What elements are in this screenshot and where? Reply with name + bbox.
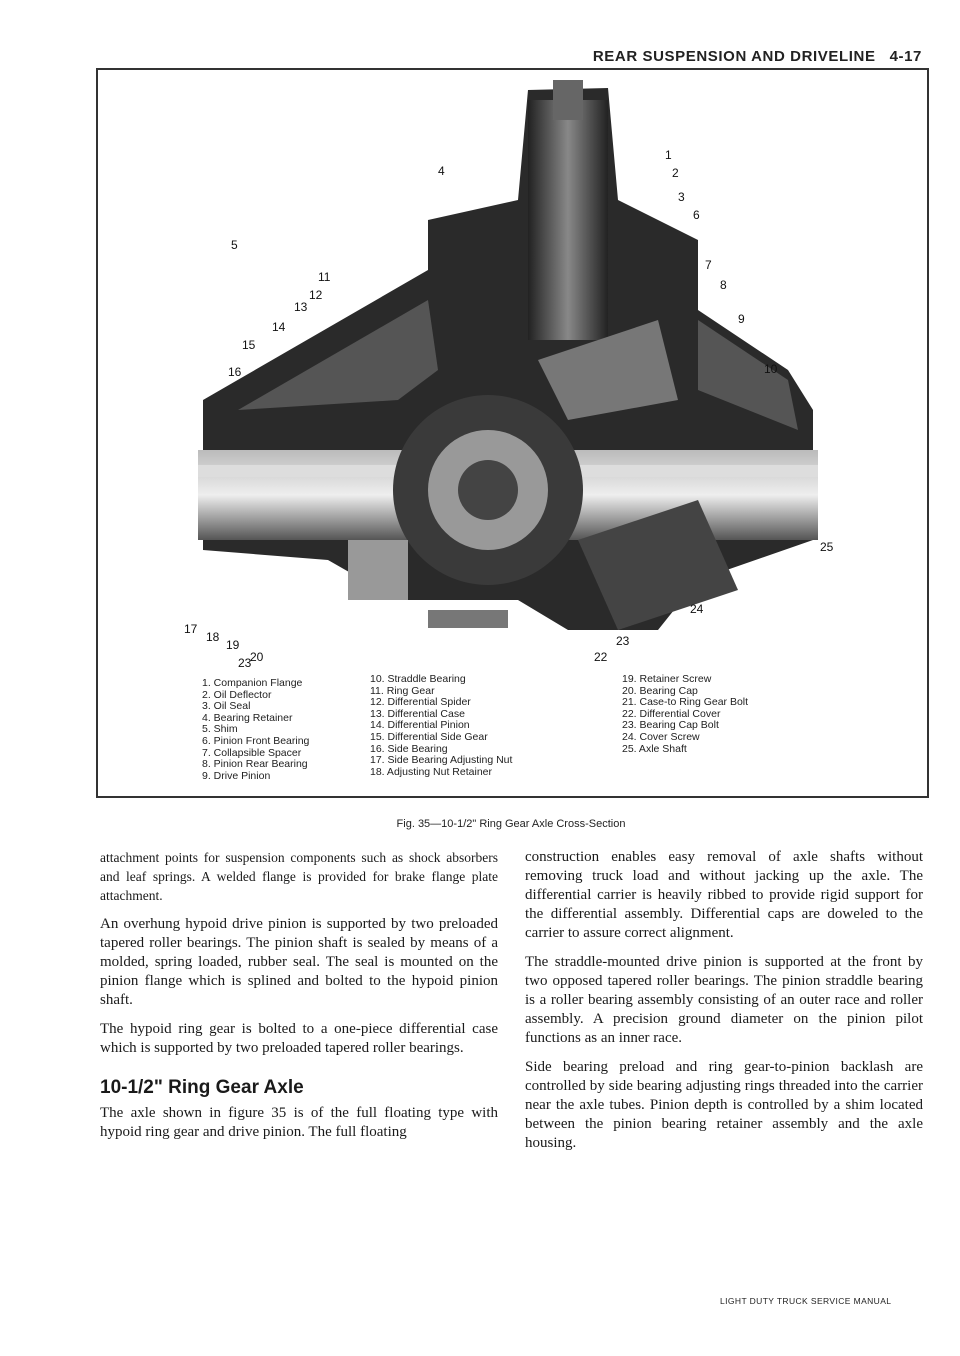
callout-1: 1: [665, 148, 672, 162]
callout-19: 19: [226, 638, 240, 652]
legend-item: 3. Oil Seal: [202, 700, 251, 713]
paragraph: An overhung hypoid drive pinion is supported by two preloaded tapered roller bearings. The pinion shaft is sealed by means of a molded, spring loaded, rubber seal. The seal is mounted on the pinion flange which is splined and bolted to the hypoid pinion shaft.: [100, 916, 498, 1008]
legend-column-3: [622, 674, 748, 755]
legend-item: 12. Differential Spider: [370, 696, 471, 709]
paragraph: Side bearing preload and ring gear-to-pinion backlash are controlled by side bearing adjusting rings threaded into the carrier near the axle tubes. Pinion depth is controlled by a shim located between the pinion bearing retainer assembly and the axle housing.: [525, 1059, 923, 1151]
paragraph: attachment points for suspension components such as shock absorbers and leaf springs. A welded flange is provided for brake flange plate attachment.: [100, 850, 498, 903]
legend-item: 14. Differential Pinion: [370, 719, 470, 732]
legend-column-1: [202, 678, 309, 782]
legend-item: 10. Straddle Bearing: [370, 673, 466, 685]
callout-2: 2: [672, 166, 679, 180]
legend-item: 13. Differential Case: [370, 707, 465, 720]
figure-caption: Fig. 35—10-1/2" Ring Gear Axle Cross-Section: [396, 818, 626, 830]
callout-20: 20: [250, 650, 264, 664]
callout-5: 5: [231, 238, 238, 252]
legend-item: 22. Differential Cover: [622, 707, 721, 720]
paragraph: The hypoid ring gear is bolted to a one-piece differential case which is supported by two preloaded tapered roller bearings.: [100, 1021, 498, 1056]
callout-10: 10: [764, 362, 778, 376]
callout-6: 6: [693, 208, 700, 222]
legend-item: 6. Pinion Front Bearing: [202, 734, 310, 747]
legend-item: 8. Pinion Rear Bearing: [202, 758, 308, 771]
callout-17: 17: [184, 622, 198, 636]
legend-column-2: [370, 674, 512, 778]
callout-16: 16: [228, 365, 242, 379]
legend-item: 7. Collapsible Spacer: [202, 746, 302, 759]
callout-24: 24: [690, 602, 704, 616]
right-column: [525, 848, 923, 1163]
paragraph: construction enables easy removal of axle shafts without removing truck load and without jacking up the axle. The differential carrier is heavily ribbed to provide rigid support for the differential assembly. Differential caps are doweled to the carrier to assure correct alignment.: [525, 849, 923, 941]
page-header: [593, 48, 922, 65]
legend-item: 18. Adjusting Nut Retainer: [370, 765, 492, 778]
legend-item: 11. Ring Gear: [370, 684, 435, 697]
legend-item: 24. Cover Screw: [622, 730, 700, 743]
legend-item: 20. Bearing Cap: [622, 684, 698, 697]
legend-item: 16. Side Bearing: [370, 742, 448, 755]
callout-13: 13: [294, 300, 308, 314]
callout-7: 7: [705, 258, 712, 272]
callout-4: 4: [438, 164, 445, 178]
callout-14: 14: [272, 320, 286, 334]
callout-15: 15: [242, 338, 256, 352]
section-heading: 10-1/2" Ring Gear Axle: [100, 1077, 304, 1098]
legend-item: 9. Drive Pinion: [202, 769, 271, 782]
legend-item: 21. Case-to Ring Gear Bolt: [622, 696, 749, 709]
header-title: REAR SUSPENSION AND DRIVELINE: [592, 48, 876, 65]
legend-item: 1. Companion Flange: [202, 677, 303, 689]
callout-25: 25: [820, 540, 834, 554]
legend-item: 25. Axle Shaft: [622, 742, 687, 755]
legend-item: 2. Oil Deflector: [202, 688, 272, 701]
page-footer: LIGHT DUTY TRUCK SERVICE MANUAL: [720, 1296, 892, 1306]
callout-11: 11: [318, 270, 331, 284]
legend-item: 4. Bearing Retainer: [202, 711, 293, 724]
legend-item: 15. Differential Side Gear: [370, 730, 488, 743]
callout-18: 18: [206, 630, 220, 644]
callout-23: 23: [238, 656, 252, 670]
callout-8: 8: [720, 278, 727, 292]
callout-9: 9: [738, 312, 745, 326]
legend-item: 17. Side Bearing Adjusting Nut: [370, 754, 513, 767]
figure-frame: [96, 68, 929, 798]
paragraph: The straddle-mounted drive pinion is supported at the front by two opposed tapered roller bearings. The pinion straddle bearing is a roller bearing assembly consisting of an outer race and roller assembly. A precision ground diameter on the pinion pilot functions as an inner race.: [525, 954, 923, 1046]
callout-23b: 23: [616, 634, 630, 648]
page-number: 4-17: [889, 48, 922, 65]
legend-item: 5. Shim: [202, 723, 238, 736]
callout-3: 3: [678, 190, 685, 204]
callout-12: 12: [309, 288, 323, 302]
paragraph: The axle shown in figure 35 is of the full floating type with hypoid ring gear and drive pinion. The full floating: [100, 1105, 498, 1140]
legend-item: 19. Retainer Screw: [622, 673, 712, 685]
left-column: [100, 848, 498, 1152]
legend-item: 23. Bearing Cap Bolt: [622, 719, 719, 732]
callout-22: 22: [594, 650, 608, 664]
